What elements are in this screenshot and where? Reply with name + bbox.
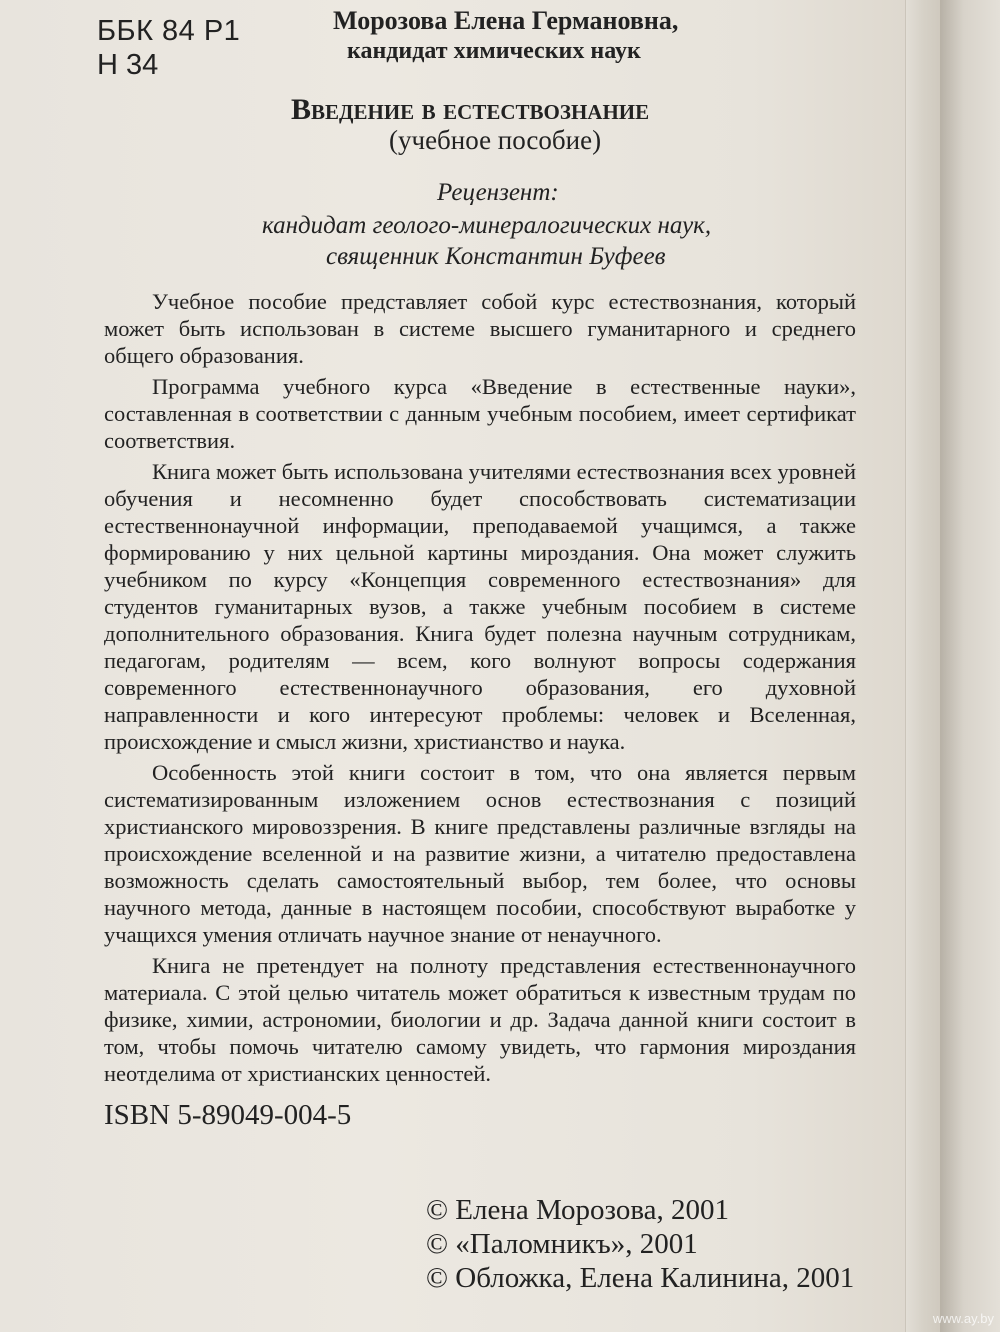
bbk-code: ББК 84 Р1: [97, 15, 241, 47]
reviewer-label: Рецензент:: [437, 179, 559, 206]
annotation-paragraph: Книга не претендует на полноту представления естественнонаучного материала. С этой целью читатель может обратиться к известным трудам по физике, химии, астрономии, биологии и др. Задача данной книги состоит в том, чтобы помочь читателю самому увидеть, что гармония мироздания неотделима от христианских ценностей.: [104, 953, 856, 1086]
reviewer-name: священник Константин Буфеев: [326, 243, 666, 270]
annotation-paragraph: Особенность этой книги состоит в том, что она является первым систематизированным изложением основ естествознания с позиций христианского мировоззрения. В книге представлены различные взгляды на происхождение вселенной и на развитие жизни, а читателю предоставлена возможность сделать самостоятельный выбор, тем более, что основы научного метода, данные в настоящем пособии, способствуют выработке у учащихся умения отличать научное знание от ненаучного.: [104, 760, 856, 947]
site-watermark: www.ay.by: [932, 1311, 994, 1326]
copyright-line: © Обложка, Елена Калинина, 2001: [426, 1262, 855, 1294]
annotation-paragraph: Учебное пособие представляет собой курс естествознания, который может быть использован в системе высшего гуманитарного и среднего общего образования.: [104, 289, 856, 368]
isbn-number: ISBN 5-89049-004-5: [104, 1099, 352, 1131]
author-mark-code: Н 34: [97, 49, 159, 81]
author-name: Морозова Елена Германовна,: [333, 6, 679, 35]
adjacent-page-edge: [940, 0, 1000, 1332]
book-subtitle: (учебное пособие): [389, 125, 602, 155]
page-edge-shadow: [905, 0, 940, 1332]
author-degree: кандидат химических наук: [347, 38, 641, 64]
copyright-line: © «Паломникъ», 2001: [426, 1228, 698, 1260]
copyright-line: © Елена Морозова, 2001: [426, 1194, 730, 1226]
annotation-paragraph: Программа учебного курса «Введение в естественные науки», составленная в соответствии с данным учебным пособием, имеет сертификат соответствия.: [104, 374, 856, 453]
annotation-text: [104, 288, 856, 1091]
reviewer-degree: кандидат геолого-минералогических наук,: [262, 212, 712, 239]
book-title: Введение в естествознание: [291, 93, 650, 126]
annotation-paragraph: Книга может быть использована учителями естествознания всех уровней обучения и несомненно будет способствовать систематизации естественнонаучной информации, преподаваемой учащимся, а также формированию у них цельной картины мироздания. Она может служить учебником по курсу «Концепция современного естествознания» для студентов гуманитарных вузов, а также учебным пособием в системе дополнительного образования. Книга будет полезна научным сотрудникам, педагогам, родителям — всем, кого волнуют вопросы содержания современного естественнонаучного образования, его духовной направленности и кого интересуют проблемы: человек и Вселенная, происхождение и смысл жизни, христианство и наука.: [104, 459, 856, 754]
